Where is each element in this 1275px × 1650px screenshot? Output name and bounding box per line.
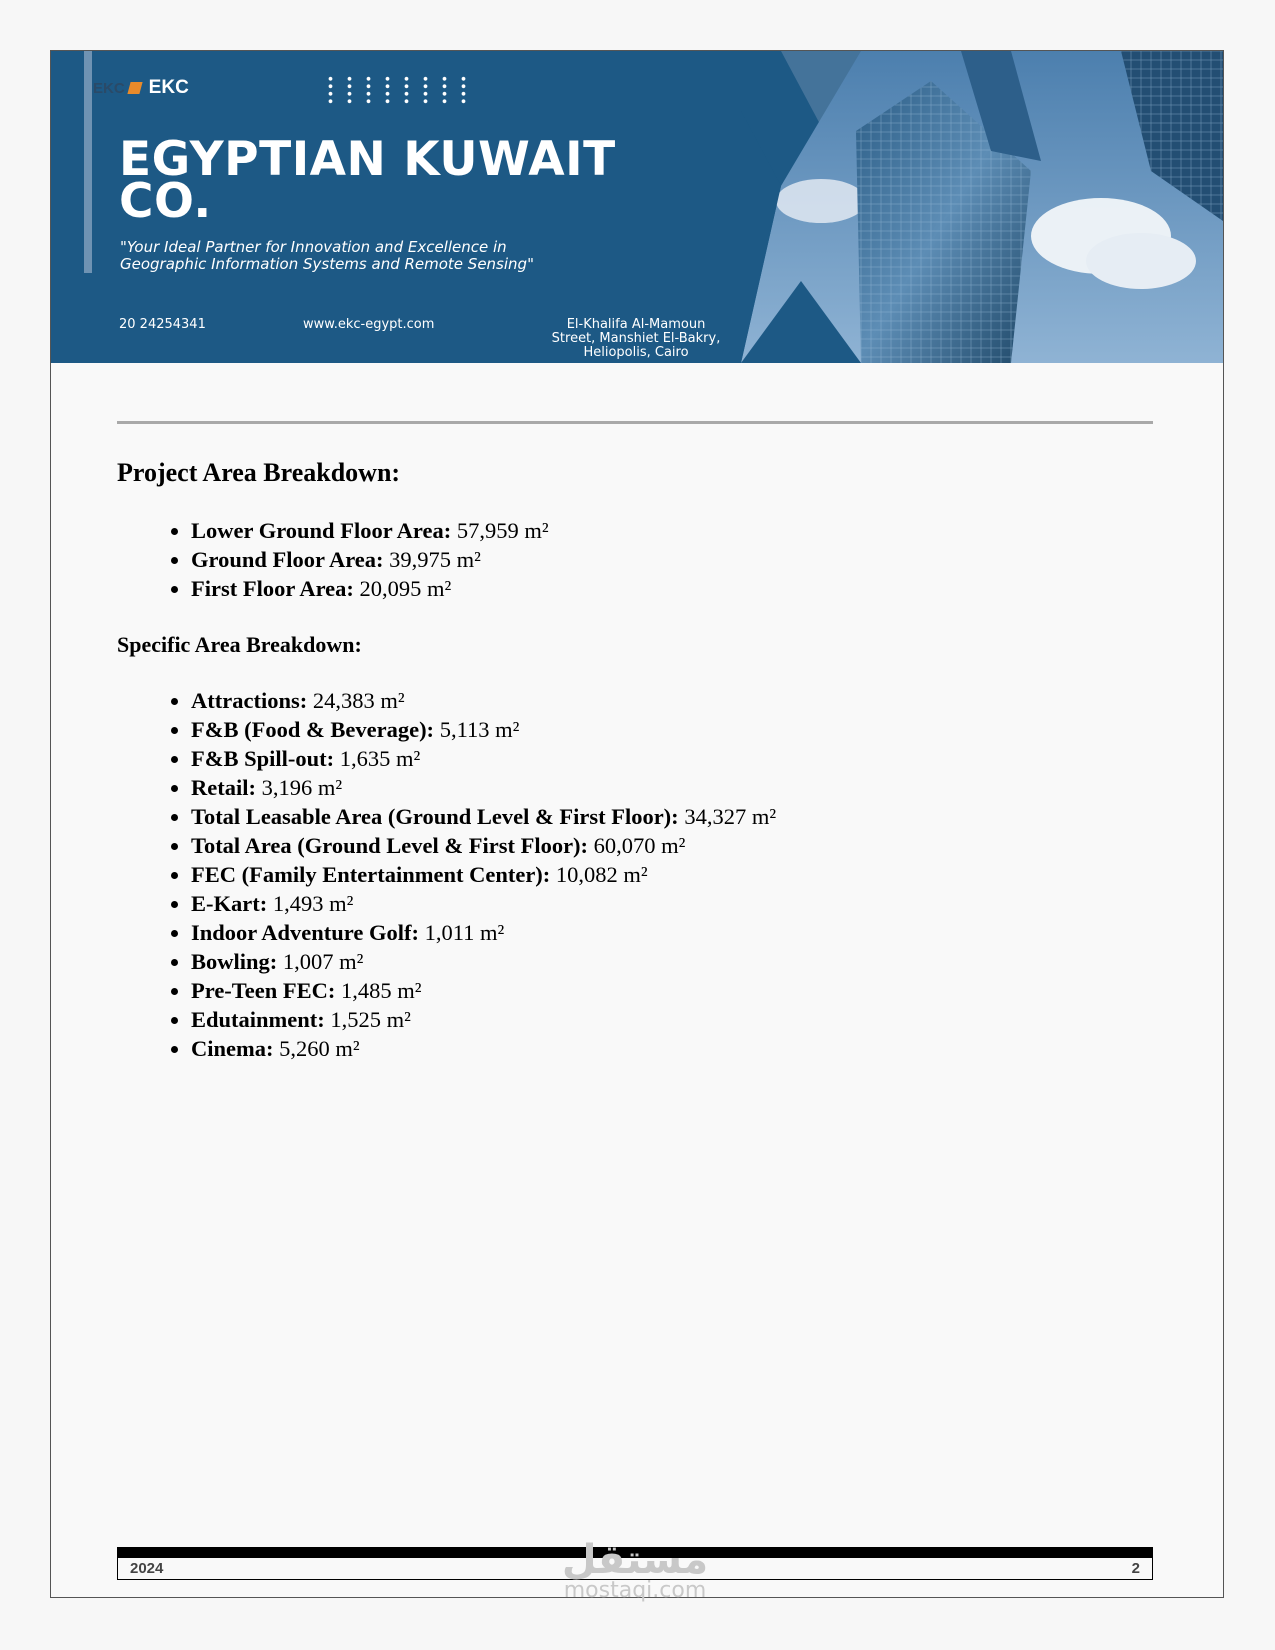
item-value: 39,975 m² xyxy=(389,547,481,572)
list-item xyxy=(191,831,1157,860)
item-value: 10,082 m² xyxy=(555,862,648,887)
logo-mark: EKC xyxy=(93,79,125,97)
item-value: 1,635 m² xyxy=(339,746,421,771)
item-label: Bowling: xyxy=(191,949,278,974)
company-logo xyxy=(93,77,189,99)
item-label: E-Kart: xyxy=(191,891,268,916)
address-line1: El-Khalifa Al-Mamoun xyxy=(566,317,706,332)
list-item xyxy=(191,1034,1157,1063)
list-item xyxy=(191,516,1157,545)
item-value: 1,493 m² xyxy=(272,891,354,916)
item-label: Pre-Teen FEC: xyxy=(191,978,336,1003)
logo-flag-icon xyxy=(127,82,142,94)
company-title-line1: EGYPTIAN KUWAIT xyxy=(119,132,616,187)
company-tagline xyxy=(120,239,534,273)
item-value: 57,959 m² xyxy=(456,518,549,543)
company-title xyxy=(119,132,616,229)
list-item xyxy=(191,574,1157,603)
contact-phone: 20 24254341 xyxy=(119,317,206,332)
item-label: Cinema: xyxy=(191,1036,274,1061)
item-label: F&B Spill-out: xyxy=(191,746,335,771)
item-value: 20,095 m² xyxy=(359,576,452,601)
list-item xyxy=(191,715,1157,744)
watermark xyxy=(560,1537,710,1603)
item-value: 24,383 m² xyxy=(312,688,405,713)
list-item xyxy=(191,744,1157,773)
header-banner xyxy=(51,51,1223,363)
tagline-line1: "Your Ideal Partner for Innovation and Excellence in xyxy=(120,238,507,256)
contact-website: www.ekc-egypt.com xyxy=(303,317,435,332)
item-label: First Floor Area: xyxy=(191,576,354,601)
item-label: Total Area (Ground Level & First Floor): xyxy=(191,833,589,858)
item-label: Total Leasable Area (Ground Level & First Floor): xyxy=(191,804,679,829)
item-label: Ground Floor Area: xyxy=(191,547,384,572)
logo-text: EKC xyxy=(148,77,189,98)
floor-area-list xyxy=(117,516,1157,603)
list-item xyxy=(191,545,1157,574)
item-label: FEC (Family Entertainment Center): xyxy=(191,862,551,887)
item-value: 34,327 m² xyxy=(684,804,777,829)
item-value: 60,070 m² xyxy=(593,833,686,858)
page-number: 2 xyxy=(1131,1560,1140,1577)
item-label: Edutainment: xyxy=(191,1007,325,1032)
address-line3: Heliopolis, Cairo xyxy=(583,345,689,360)
item-value: 5,113 m² xyxy=(439,717,520,742)
list-item xyxy=(191,918,1157,947)
address-line2: Street, Manshiet El-Bakry, xyxy=(551,331,721,346)
watermark-latin: mostaqi.com xyxy=(563,1578,707,1603)
subsection-title: Specific Area Breakdown: xyxy=(117,632,362,657)
list-item xyxy=(191,773,1157,802)
section-title: Project Area Breakdown: xyxy=(117,458,401,487)
list-item xyxy=(191,686,1157,715)
list-item xyxy=(191,976,1157,1005)
item-value: 1,007 m² xyxy=(282,949,364,974)
header-divider xyxy=(117,421,1153,424)
item-value: 1,485 m² xyxy=(340,978,422,1003)
company-title-line2: CO. xyxy=(119,174,212,229)
item-value: 1,525 m² xyxy=(330,1007,411,1032)
skyscraper-photo xyxy=(741,51,1223,363)
item-label: Lower Ground Floor Area: xyxy=(191,518,452,543)
watermark-arabic: مستقل xyxy=(561,1537,709,1583)
item-label: Attractions: xyxy=(191,688,308,713)
specific-area-list xyxy=(117,686,1157,1063)
item-label: Indoor Adventure Golf: xyxy=(191,920,419,945)
document-page xyxy=(50,50,1224,1598)
item-value: 1,011 m² xyxy=(424,920,505,945)
list-item xyxy=(191,860,1157,889)
item-label: F&B (Food & Beverage): xyxy=(191,717,435,742)
item-label: Retail: xyxy=(191,775,256,800)
list-item xyxy=(191,947,1157,976)
item-value: 3,196 m² xyxy=(261,775,343,800)
list-item xyxy=(191,889,1157,918)
list-item xyxy=(191,802,1157,831)
tagline-line2: Geographic Information Systems and Remote Sensing" xyxy=(120,255,534,273)
item-value: 5,260 m² xyxy=(279,1036,360,1061)
banner-accent-bar xyxy=(84,51,92,273)
contact-address xyxy=(521,318,751,360)
footer-year: 2024 xyxy=(130,1560,164,1577)
list-item xyxy=(191,1005,1157,1034)
dot-pattern xyxy=(321,75,471,105)
document-body xyxy=(117,456,1157,1063)
